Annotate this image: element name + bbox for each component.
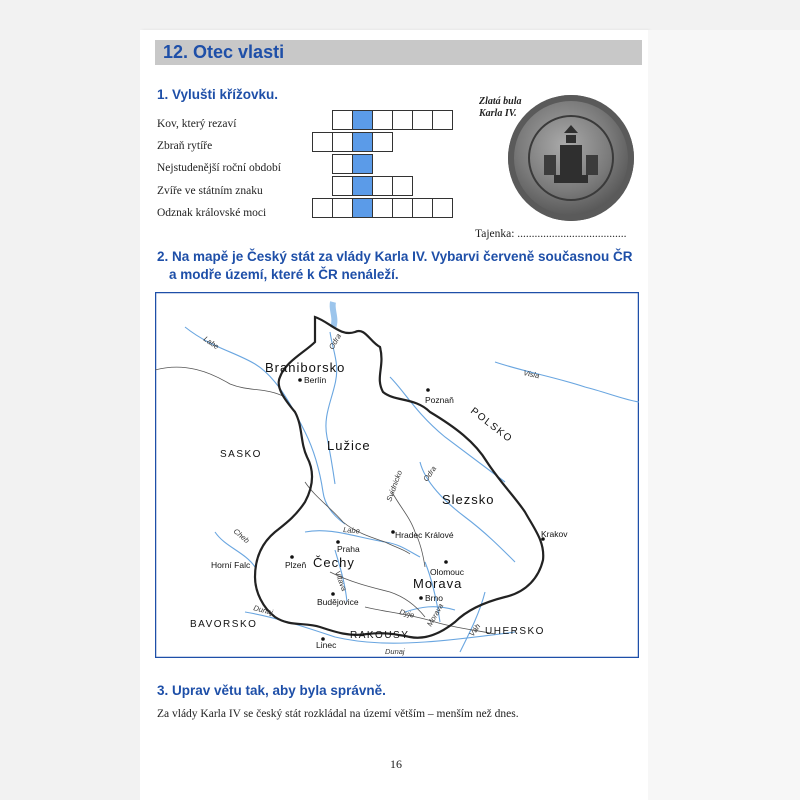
historical-map[interactable] bbox=[155, 292, 639, 658]
crossword-key-cell[interactable] bbox=[352, 198, 373, 218]
crossword-cell[interactable] bbox=[432, 198, 453, 218]
clue-4: Zvíře ve státním znaku bbox=[157, 185, 263, 197]
adjacent-page-edge bbox=[648, 30, 800, 800]
river-label-svidnicko: Svídnicko bbox=[384, 469, 405, 503]
crossword-cell[interactable] bbox=[372, 176, 393, 196]
city-dot bbox=[419, 596, 423, 600]
country-rakousy: RAKOUSY bbox=[350, 630, 410, 641]
clue-5: Odznak královské moci bbox=[157, 207, 267, 219]
city-budejovice: Budějovice bbox=[317, 597, 359, 607]
crossword-key-cell[interactable] bbox=[352, 154, 373, 174]
city-dot bbox=[331, 592, 335, 596]
river-label-vah: Váh bbox=[467, 622, 483, 639]
clue-2: Zbraň rytíře bbox=[157, 140, 213, 152]
task2-heading bbox=[157, 248, 633, 284]
country-bavorsko: BAVORSKO bbox=[190, 619, 258, 630]
country-sasko: SASKO bbox=[220, 449, 262, 460]
task1-heading: 1. Vylušti křížovku. bbox=[157, 87, 279, 102]
seal-figure-icon bbox=[508, 95, 634, 221]
city-berlin: Berlín bbox=[304, 375, 327, 385]
city-horni-falc: Horní Falc bbox=[211, 560, 251, 570]
region-morava: Morava bbox=[413, 576, 463, 591]
river-label-vltava: Vltava bbox=[333, 569, 349, 593]
crossword-cell[interactable] bbox=[412, 198, 433, 218]
city-dot bbox=[290, 555, 294, 559]
city-brno: Brno bbox=[425, 593, 443, 603]
city-dot bbox=[444, 560, 448, 564]
river-label-labe-2: Labe bbox=[342, 525, 361, 536]
city-linec: Linec bbox=[316, 640, 337, 650]
river-label-cheb: Cheb bbox=[231, 526, 252, 546]
seal-caption-line2: Karla IV. bbox=[479, 108, 517, 119]
seal-caption-line1: Zlatá bula bbox=[479, 96, 522, 107]
city-olomouc: Olomouc bbox=[430, 567, 465, 577]
river-label-dyje: Dyje bbox=[398, 607, 416, 620]
river-label-visla: Visla bbox=[522, 368, 541, 381]
region-luzice: Lužice bbox=[327, 438, 371, 453]
crossword-cell[interactable] bbox=[372, 110, 393, 130]
country-polsko: POLSKO bbox=[468, 405, 515, 446]
crossword-cell[interactable] bbox=[392, 198, 413, 218]
city-dot bbox=[426, 388, 430, 392]
river-label-dunaj-2: Dunaj bbox=[385, 647, 405, 656]
crossword-key-cell[interactable] bbox=[352, 110, 373, 130]
lake-odra-mouth bbox=[333, 302, 335, 328]
city-plzen: Plzeň bbox=[285, 560, 307, 570]
crossword-key-cell[interactable] bbox=[352, 176, 373, 196]
crossword-cell[interactable] bbox=[312, 198, 333, 218]
crossword-answer-line[interactable]: Tajenka: ...................................... bbox=[475, 228, 627, 240]
task2-heading-line2: a modře území, které k ČR nenáleží. bbox=[169, 267, 399, 282]
task3-heading: 3. Uprav větu tak, aby byla správně. bbox=[157, 683, 386, 698]
crossword-cell[interactable] bbox=[392, 110, 413, 130]
clue-3: Nejstudenější roční období bbox=[157, 162, 281, 174]
crossword-cell[interactable] bbox=[372, 132, 393, 152]
crossword-cell[interactable] bbox=[332, 110, 353, 130]
city-krakov: Krakov bbox=[541, 529, 568, 539]
crossword-cell[interactable] bbox=[332, 132, 353, 152]
region-cechy: Čechy bbox=[313, 555, 355, 570]
crossword-cell[interactable] bbox=[332, 176, 353, 196]
page-number: 16 bbox=[390, 757, 402, 771]
river-label-odra: Odra bbox=[326, 332, 344, 351]
crossword-cell[interactable] bbox=[432, 110, 453, 130]
crossword-cell[interactable] bbox=[392, 176, 413, 196]
task3-sentence[interactable]: Za vlády Karla IV se český stát rozkládal na území větším – menším než dnes. bbox=[157, 708, 519, 720]
golden-bull-seal-image bbox=[508, 95, 634, 221]
river-label-morava: Morava bbox=[424, 601, 446, 628]
region-slezsko: Slezsko bbox=[442, 492, 495, 507]
crossword-key-cell[interactable] bbox=[352, 132, 373, 152]
crossword-cell[interactable] bbox=[312, 132, 333, 152]
river-label-dunaj: Dunaj bbox=[252, 603, 274, 618]
clue-1: Kov, který rezaví bbox=[157, 118, 237, 130]
task2-heading-line1: 2. Na mapě je Český stát za vlády Karla IV. Vybarvi červeně současnou ČR bbox=[157, 249, 633, 264]
city-poznan: Poznaň bbox=[425, 395, 454, 405]
crossword-cell[interactable] bbox=[372, 198, 393, 218]
region-braniborsko: Braniborsko bbox=[265, 360, 346, 375]
city-praha: Praha bbox=[337, 544, 360, 554]
river-label-labe: Labe bbox=[201, 334, 221, 352]
crossword-cell[interactable] bbox=[332, 198, 353, 218]
crossword-cell[interactable] bbox=[412, 110, 433, 130]
crossword-cell[interactable] bbox=[332, 154, 353, 174]
city-hradec-kralove: Hradec Králové bbox=[395, 530, 454, 540]
country-uhersko: UHERSKO bbox=[485, 626, 545, 637]
city-dot bbox=[298, 378, 302, 382]
chapter-title: 12. Otec vlasti bbox=[163, 42, 285, 62]
river-label-odra-2: Odra bbox=[421, 464, 439, 484]
